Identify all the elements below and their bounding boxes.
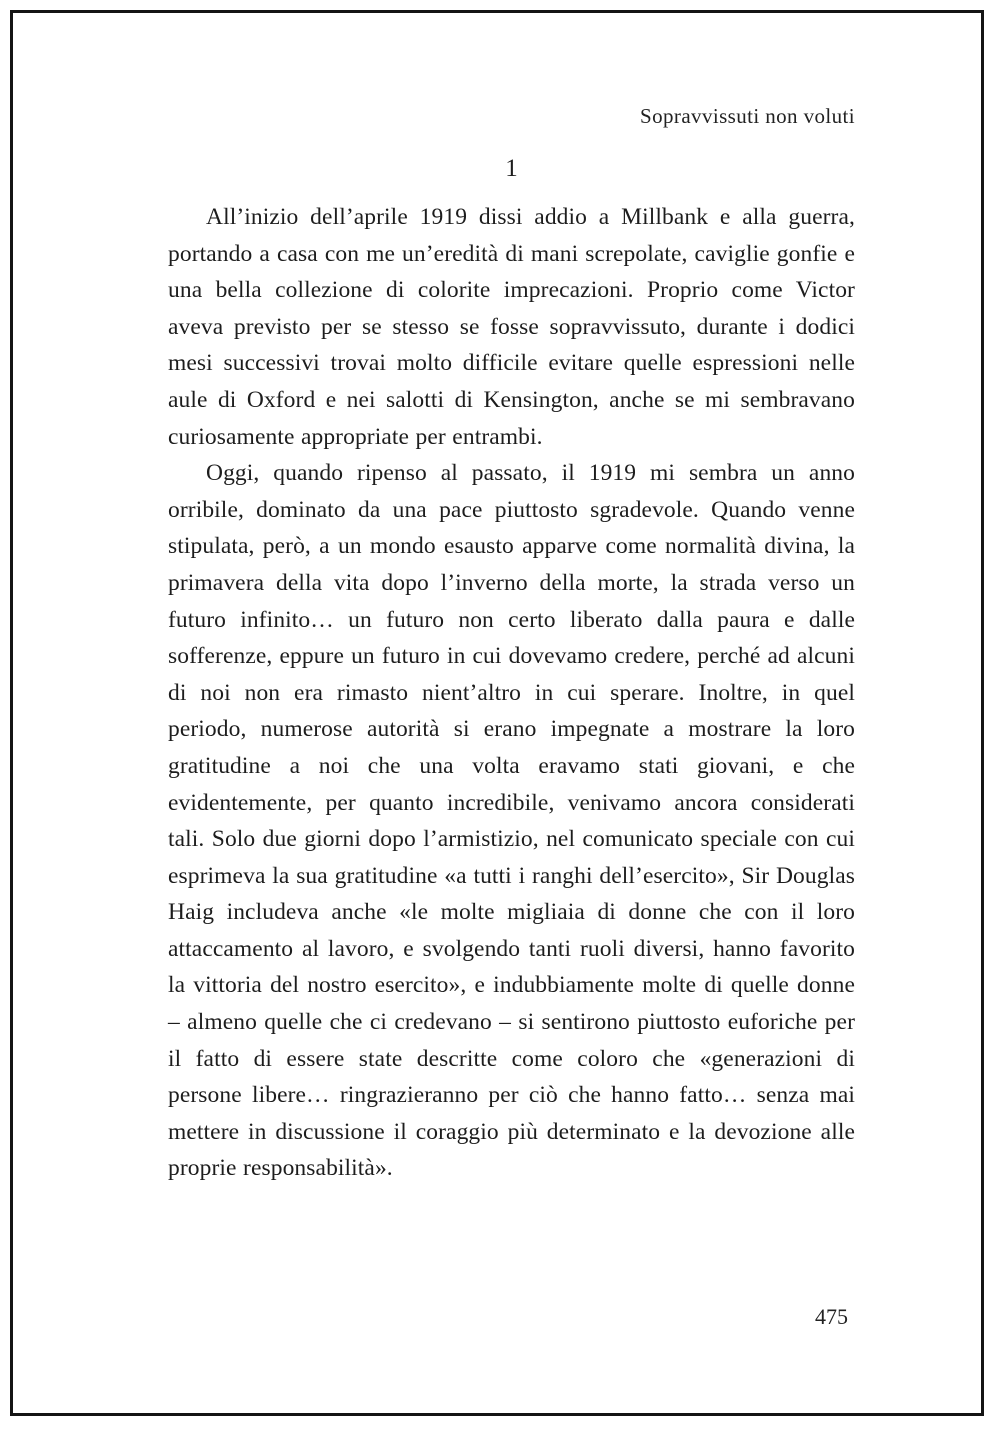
- page-content: [168, 0, 855, 1187]
- body-paragraph-1: All’inizio dell’aprile 1919 dissi addio a Millbank e alla guerra, portando a casa con me un’eredità di mani screpolate, caviglie gonfie e una bella collezione di colorite imprecazioni. Proprio come Victor aveva previsto per se stesso se fosse sopravvissuto, durante i dodici mesi successivi trovai molto difficile evitare quelle espressioni nelle aule di Oxford e nei salotti di Kensington, anche se mi sembravano curiosamente appropriate per entrambi.: [168, 204, 855, 450]
- chapter-number: 1: [505, 155, 518, 182]
- running-header: Sopravvissuti non voluti: [640, 104, 855, 128]
- body-paragraph-2: Oggi, quando ripenso al passato, il 1919 mi sembra un anno orribile, dominato da una pace piuttosto sgradevole. Quando venne stipulata, però, a un mondo esausto apparve come normalità divina, la primavera della vita dopo l’inverno della morte, la strada verso un futuro infinito… un futuro non certo liberato dalla paura e dalle sofferenze, eppure un futuro in cui dovevamo credere, perché ad alcuni di noi non era rimasto nient’altro in cui sperare. Inoltre, in quel periodo, numerose autorità si erano impegnate a mostrare la loro gratitudine a noi che una volta eravamo stati giovani, e che evidentemente, per quanto incredibile, venivamo ancora considerati tali. Solo due giorni dopo l’armistizio, nel comunicato speciale con cui esprimeva la sua gratitudine «a tutti i ranghi dell’esercito», Sir Douglas Haig includeva anche «le molte migliaia di donne che con il loro attaccamento al lavoro, e svolgendo tanti ruoli diversi, hanno favorito la vittoria del nostro esercito», e indubbiamente molte di quelle donne – almeno quelle che ci credevano – si sentirono piuttosto euforiche per il fatto di essere state descritte come coloro che «generazioni di persone libere… ringrazieranno per ciò che hanno fatto… senza mai mettere in discussione il coraggio più determinato e la devozione alle proprie responsabilità».: [168, 460, 855, 1182]
- page-number: 475: [815, 1304, 848, 1329]
